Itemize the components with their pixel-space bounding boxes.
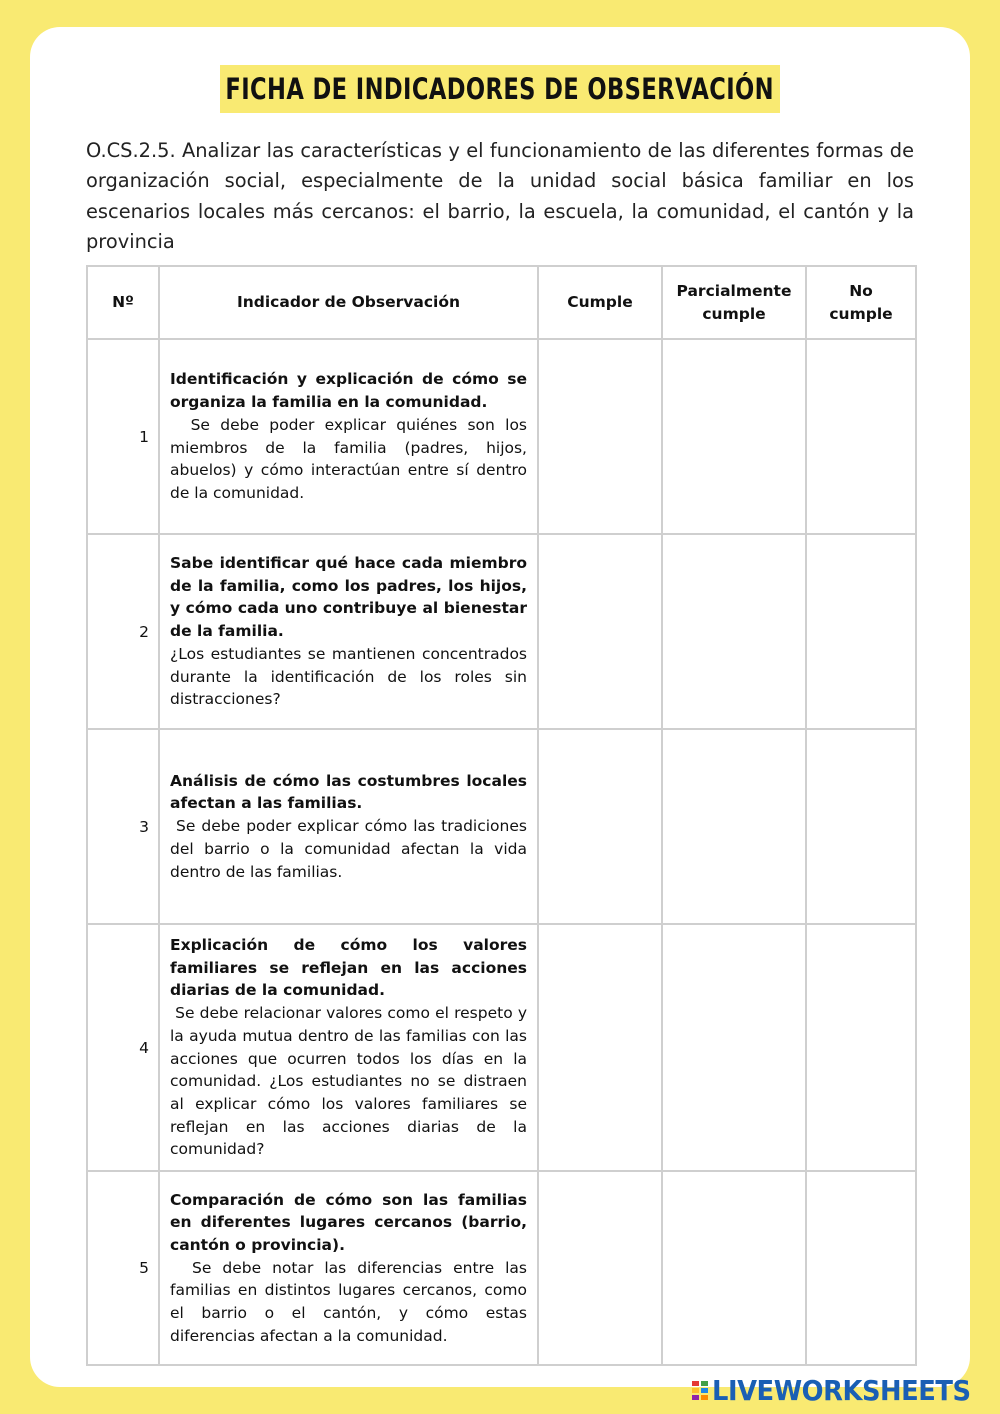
observation-table xyxy=(86,265,917,1366)
title-banner xyxy=(220,65,780,113)
cumple-cell[interactable] xyxy=(538,924,662,1171)
indicator-title: Análisis de cómo las costumbres locales afectan a las familias. xyxy=(170,771,527,813)
logo-square-3 xyxy=(692,1388,699,1393)
header-number: Nº xyxy=(87,266,159,339)
indicator-title: Comparación de cómo son las familias en diferentes lugares cercanos (barrio, cantón o provincia). xyxy=(170,1190,527,1254)
indicator-cell xyxy=(159,924,538,1171)
logo-square-1 xyxy=(692,1381,699,1386)
header-no-cumple xyxy=(806,266,916,339)
header-parcial-line2: cumple xyxy=(702,304,766,323)
indicator-title: Explicación de cómo los valores familiares se reflejan en las acciones diarias de la comunidad. xyxy=(170,935,527,1000)
parcialmente-cumple-cell[interactable] xyxy=(662,1171,806,1365)
cumple-cell[interactable] xyxy=(538,534,662,729)
no-cumple-cell[interactable] xyxy=(806,1171,916,1365)
parcialmente-cumple-cell[interactable] xyxy=(662,729,806,924)
parcialmente-cumple-cell[interactable] xyxy=(662,534,806,729)
header-parcialmente-cumple xyxy=(662,266,806,339)
table-row xyxy=(87,339,916,534)
parcialmente-cumple-cell[interactable] xyxy=(662,924,806,1171)
indicator-description: Se debe relacionar valores como el respeto y la ayuda mutua dentro de las familias con las acciones que ocurren todos los días en la comunidad. ¿Los estudiantes no se distraen al explicar cómo los valores familiares se reflejan en las acciones diarias de la comunidad? xyxy=(170,1004,527,1159)
table-row xyxy=(87,729,916,924)
no-cumple-cell[interactable] xyxy=(806,339,916,534)
liveworksheets-logo[interactable] xyxy=(692,1375,993,1405)
indicator-description: ¿Los estudiantes se mantienen concentrados durante la identificación de los roles sin distracciones? xyxy=(170,644,527,709)
indicator-cell xyxy=(159,339,538,534)
header-no-line2: cumple xyxy=(829,304,893,323)
header-indicator: Indicador de Observación xyxy=(159,266,538,339)
logo-square-5 xyxy=(692,1395,699,1400)
table-row xyxy=(87,924,916,1171)
indicator-description: Se debe poder explicar quiénes son los miembros de la familia (padres, hijos, abuelos) y cómo interactúan entre sí dentro de la comunidad. xyxy=(170,415,527,502)
table-row xyxy=(87,1171,916,1365)
indicator-description: Se debe poder explicar cómo las tradiciones del barrio o la comunidad afectan la vida dentro de las familias. xyxy=(170,817,527,881)
cumple-cell[interactable] xyxy=(538,1171,662,1365)
logo-text: LIVEWORKSHEETS xyxy=(712,1373,971,1407)
row-number: 1 xyxy=(87,339,159,534)
row-number: 5 xyxy=(87,1171,159,1365)
header-parcial-line1: Parcialmente xyxy=(676,281,792,300)
row-number: 4 xyxy=(87,924,159,1171)
indicator-description: Se debe notar las diferencias entre las familias en distintos lugares cercanos, como el barrio o el cantón, y cómo estas diferencias afectan a la comunidad. xyxy=(170,1258,527,1345)
no-cumple-cell[interactable] xyxy=(806,534,916,729)
header-cumple: Cumple xyxy=(538,266,662,339)
logo-square-2 xyxy=(701,1381,708,1386)
table-row xyxy=(87,534,916,729)
indicator-cell xyxy=(159,1171,538,1365)
page-title: FICHA DE INDICADORES DE OBSERVACIÓN xyxy=(225,72,775,106)
logo-square-6 xyxy=(701,1395,708,1400)
parcialmente-cumple-cell[interactable] xyxy=(662,339,806,534)
no-cumple-cell[interactable] xyxy=(806,924,916,1171)
table-header-row xyxy=(87,266,916,339)
header-no-line1: No xyxy=(849,281,873,300)
cumple-cell[interactable] xyxy=(538,339,662,534)
objective-text: O.CS.2.5. Analizar las características y el funcionamiento de las diferentes formas de organización social, especialmente de la unidad social básica familiar en los escenarios locales más cercanos: el barrio, la escuela, la comunidad, el cantón y la provincia xyxy=(86,139,914,253)
row-number: 2 xyxy=(87,534,159,729)
no-cumple-cell[interactable] xyxy=(806,729,916,924)
indicator-title: Sabe identificar qué hace cada miembro de la familia, como los padres, los hijos, y cómo cada uno contribuye al bienestar de la familia. xyxy=(170,554,527,641)
logo-grid-icon xyxy=(692,1381,708,1400)
cumple-cell[interactable] xyxy=(538,729,662,924)
row-number: 3 xyxy=(87,729,159,924)
indicator-cell xyxy=(159,729,538,924)
indicator-title: Identificación y explicación de cómo se organiza la familia en la comunidad. xyxy=(170,370,527,412)
indicator-cell xyxy=(159,534,538,729)
logo-square-4 xyxy=(701,1388,708,1393)
